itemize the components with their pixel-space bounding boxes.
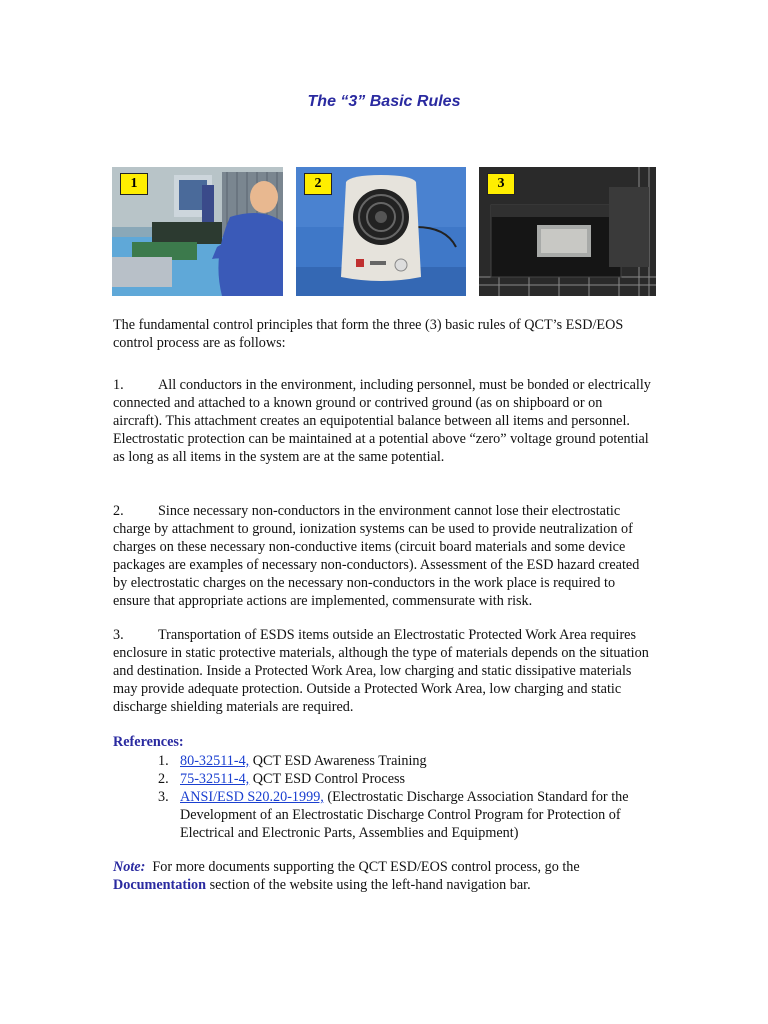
- reference-text: QCT ESD Control Process: [249, 771, 406, 787]
- rule-2: [113, 502, 653, 610]
- note-text-after: section of the website using the left-hand navigation bar.: [206, 877, 531, 893]
- references-list: [158, 752, 658, 842]
- rule-number: 2.: [113, 503, 124, 519]
- reference-text: (Electrostatic Discharge Association Standard for the Development of an Electrostatic Discharge Control Program for Protection of Electrical and Electronic Parts, Assemblies and Equipment): [180, 789, 629, 841]
- page-title: The “3” Basic Rules: [307, 93, 461, 110]
- reference-number: 1.: [158, 753, 169, 769]
- rule-text: All conductors in the environment, including personnel, must be bonded or electrically connected and attached to a known ground or contrived ground (as on shipboard or on aircraft). This attachment creates an equipotential balance between all items and personnel. Electrostatic protection can be maintained at a potential above “zero” voltage ground potential as long as all items in the system are at the same potential.: [113, 377, 651, 465]
- photo-badge: 3: [487, 173, 515, 195]
- reference-item: [158, 752, 658, 770]
- reference-text: QCT ESD Awareness Training: [249, 753, 427, 769]
- note-label: Note:: [113, 859, 146, 875]
- reference-number: 3.: [158, 789, 169, 805]
- reference-link[interactable]: 75-32511-4,: [180, 771, 250, 787]
- photo-badge: 1: [120, 173, 148, 195]
- reference-link[interactable]: ANSI/ESD S20.20-1999,: [180, 789, 324, 805]
- photo-3-container: [479, 167, 656, 296]
- intro-paragraph: The fundamental control principles that form the three (3) basic rules of QCT’s ESD/EOS control process are as follows:: [113, 317, 624, 351]
- reference-item: [158, 770, 658, 788]
- rule-text: Transportation of ESDS items outside an Electrostatic Protected Work Area requires enclosure in static protective materials, although the type of materials depends on the situation and destination. Inside a Protected Work Area, low charging and static dissipative materials may provide adequate protection. Outside a Protected Work Area, low charging and static discharge shielding materials are required.: [113, 627, 649, 715]
- photo-1-workstation: [112, 167, 283, 296]
- rule-1: [113, 376, 653, 466]
- rule-number: 1.: [113, 377, 124, 393]
- note-text: For more documents supporting the QCT ESD/EOS control process, go the: [145, 859, 580, 875]
- references-heading: References:: [113, 734, 184, 750]
- documentation-link[interactable]: Documentation: [113, 877, 207, 893]
- reference-item: [158, 788, 658, 842]
- rule-number: 3.: [113, 627, 124, 643]
- rule-3: [113, 626, 653, 716]
- photo-2-ionizer: [296, 167, 466, 296]
- note-paragraph: [113, 858, 653, 894]
- photo-badge: 2: [304, 173, 332, 195]
- reference-number: 2.: [158, 771, 169, 787]
- rule-text: Since necessary non-conductors in the environment cannot lose their electrostatic charge by attachment to ground, ionization systems can be used to provide neutralization of charges on these necessary non-conductive items (circuit board materials and some device packages are examples of necessary non-conductors). Assessment of the ESD hazard created by electrostatic charges on the necessary non-conductors in the work place is required to ensure that appropriate actions are implemented, commensurate with risk.: [113, 503, 640, 609]
- reference-link[interactable]: 80-32511-4,: [180, 753, 250, 769]
